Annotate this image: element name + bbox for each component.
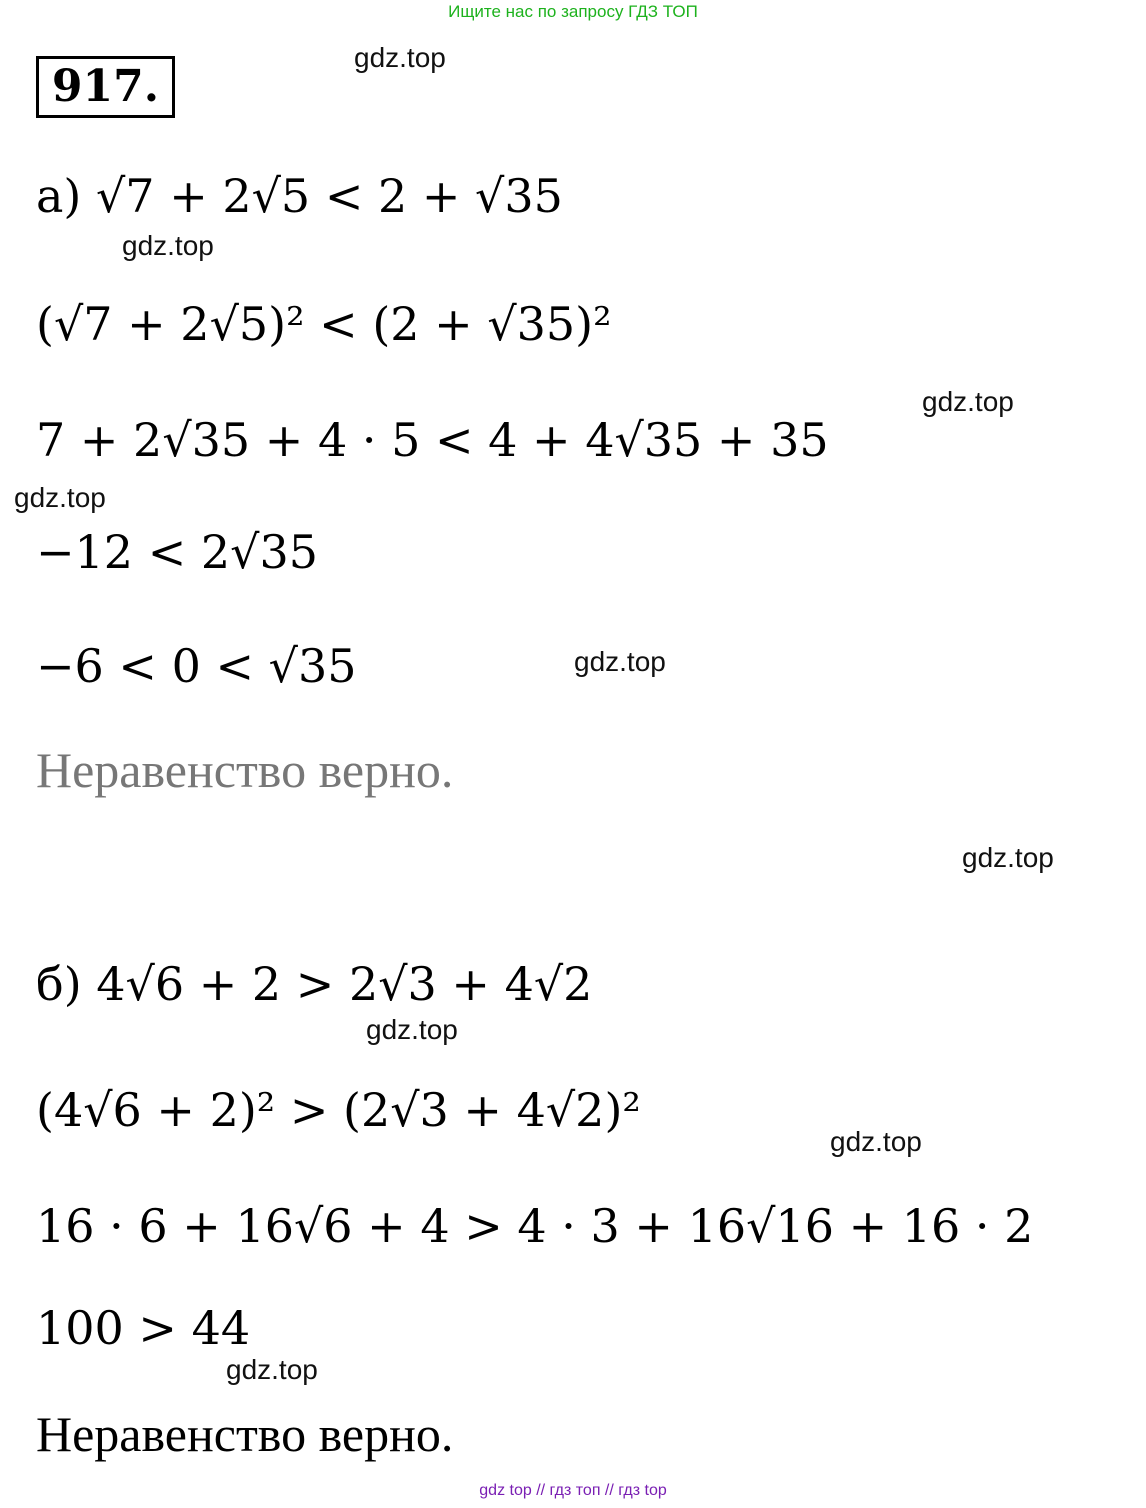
watermark: gdz.top [14,482,106,513]
watermark: gdz.top [830,1126,922,1157]
part-a-conclusion: Неравенство верно. [36,742,454,798]
footer-links[interactable]: gdz top // гдз топ // гдз top [479,1482,667,1499]
problem-number: 917. [36,56,175,118]
watermark: gdz.top [574,646,666,677]
part-a-statement: а) √7 + 2√5 < 2 + √35 [36,169,563,223]
watermark: gdz.top [122,230,214,261]
watermark: gdz.top [354,42,446,73]
part-b-conclusion: Неравенство верно. [36,1406,454,1462]
part-b-squared: (4√6 + 2)² > (2√3 + 4√2)² [36,1083,641,1137]
top-banner: Ищите нас по запросу ГДЗ ТОП [448,2,698,21]
part-a-simplified: −12 < 2√35 [36,525,318,579]
watermark: gdz.top [962,842,1054,873]
part-b-simplified: 100 > 44 [36,1301,251,1355]
part-b-statement: б) 4√6 + 2 > 2√3 + 4√2 [36,957,593,1011]
part-b-expanded: 16 · 6 + 16√6 + 4 > 4 · 3 + 16√16 + 16 · 2 [36,1199,1034,1253]
part-a-final: −6 < 0 < √35 [36,639,357,693]
part-a-squared: (√7 + 2√5)² < (2 + √35)² [36,297,612,351]
watermark: gdz.top [366,1014,458,1045]
watermark: gdz.top [922,386,1014,417]
watermark: gdz.top [226,1354,318,1385]
part-a-expanded: 7 + 2√35 + 4 · 5 < 4 + 4√35 + 35 [36,413,829,467]
